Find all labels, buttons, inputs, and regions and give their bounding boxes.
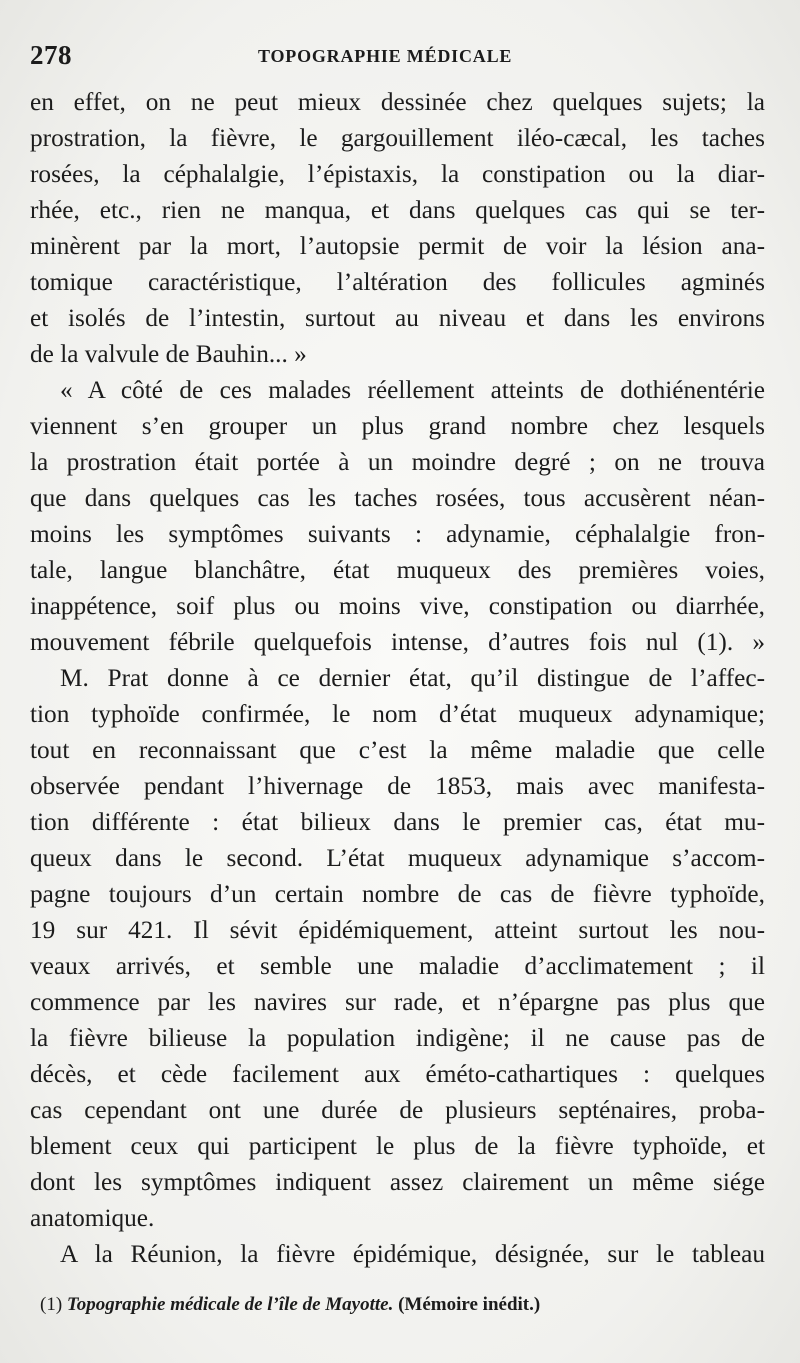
text-line: 19 sur 421. Il sévit épidémiquement, atteint surtout les nou- — [30, 916, 765, 944]
text-line: cas cependant ont une durée de plusieurs septénaires, proba- — [30, 1096, 765, 1124]
running-title: TOPOGRAPHIE MÉDICALE — [258, 46, 513, 66]
text-line: rhée, etc., rien ne manqua, et dans quelques cas qui se ter- — [30, 196, 765, 224]
footnote-note: (Mémoire inédit.) — [398, 1294, 541, 1315]
text-line: dont les symptômes indiquent assez clairement un même siége — [30, 1168, 765, 1196]
text-line: décès, et cède facilement aux éméto-cathartiques : quelques — [30, 1060, 765, 1088]
text-line: de la valvule de Bauhin... » — [30, 340, 307, 368]
text-line: veaux arrivés, et semble une maladie d’acclimatement ; il — [30, 952, 765, 980]
text-line: moins les symptômes suivants : adynamie, céphalalgie fron- — [30, 520, 765, 548]
footnote-title: Topographie médicale de l’île de Mayotte. — [66, 1294, 394, 1315]
page-number: 278 — [30, 40, 72, 70]
text-line: viennent s’en grouper un plus grand nombre chez lesquels — [30, 412, 765, 440]
footnote — [40, 1290, 760, 1320]
text-line: rosées, la céphalalgie, l’épistaxis, la constipation ou la diar- — [30, 160, 765, 188]
text-line: commence par les navires sur rade, et n’épargne pas plus que — [30, 988, 765, 1016]
text-line: A la Réunion, la fièvre épidémique, désignée, sur le tableau — [60, 1240, 765, 1268]
text-line: et isolés de l’intestin, surtout au niveau et dans les environs — [30, 304, 765, 332]
text-line: observée pendant l’hivernage de 1853, mais avec manifesta- — [30, 772, 765, 800]
text-line: M. Prat donne à ce dernier état, qu’il distingue de l’affec- — [60, 664, 765, 692]
text-line: tomique caractéristique, l’altération des follicules agminés — [30, 268, 765, 296]
text-line: en effet, on ne peut mieux dessinée chez quelques sujets; la — [30, 88, 765, 116]
text-line: blement ceux qui participent le plus de la fièvre typhoïde, et — [30, 1132, 765, 1160]
text-line: tale, langue blanchâtre, état muqueux des premières voies, — [30, 556, 765, 584]
text-line: tout en reconnaissant que c’est la même maladie que celle — [30, 736, 765, 764]
text-line: mouvement fébrile quelquefois intense, d’autres fois nul (1). » — [30, 628, 765, 656]
text-line: « A côté de ces malades réellement atteints de dothiénentérie — [60, 376, 765, 404]
text-line: pagne toujours d’un certain nombre de cas de fièvre typhoïde, — [30, 880, 765, 908]
text-line: tion typhoïde confirmée, le nom d’état muqueux adynamique; — [30, 700, 765, 728]
text-line: la fièvre bilieuse la population indigène; il ne cause pas de — [30, 1024, 765, 1052]
page-header — [30, 40, 770, 80]
text-line: que dans quelques cas les taches rosées, tous accusèrent néan- — [30, 484, 765, 512]
footnote-marker: (1) — [40, 1294, 63, 1315]
text-line: queux dans le second. L’état muqueux adynamique s’accom- — [30, 844, 765, 872]
text-line: la prostration était portée à un moindre degré ; on ne trouva — [30, 448, 765, 476]
text-line: prostration, la fièvre, le gargouillement iléo-cæcal, les taches — [30, 124, 765, 152]
text-line: tion différente : état bilieux dans le premier cas, état mu- — [30, 808, 765, 836]
text-line: minèrent par la mort, l’autopsie permit de voir la lésion ana- — [30, 232, 765, 260]
text-line: anatomique. — [30, 1204, 155, 1232]
body-text — [30, 84, 765, 1272]
text-line: inappétence, soif plus ou moins vive, constipation ou diarrhée, — [30, 592, 765, 620]
